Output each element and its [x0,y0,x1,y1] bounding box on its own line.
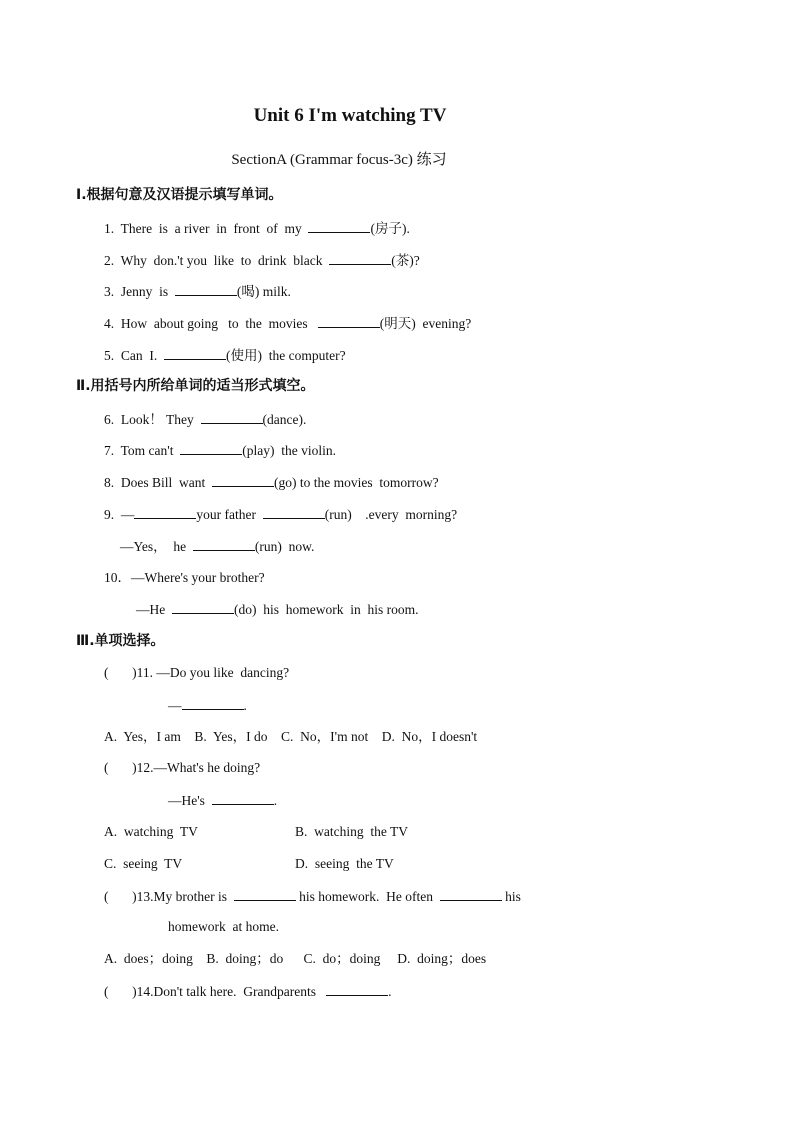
question-4-text: 4. How about going to the movies [104,316,318,331]
answer-blank[interactable] [180,441,242,455]
answer-blank[interactable] [234,887,296,901]
question-10-line-1: 10．—Where's your brother? [104,570,265,585]
question-6 [104,410,306,429]
question-8-hint: (go) to the movies tomorrow? [274,475,439,490]
question-14 [104,982,392,1001]
question-9-line-1 [104,505,457,524]
question-4-hint: (明天) evening? [379,316,472,331]
answer-blank[interactable] [134,505,196,519]
question-9-reply-hint: (run) now. [254,539,315,554]
question-12-reply: —He's [168,793,212,808]
question-11-options: A. Yes，I am B. Yes，I do C. No，I'm not D. No，I doesn't [104,729,478,744]
answer-blank[interactable] [182,696,244,710]
question-6-text: 6. Look！ They [104,412,201,427]
question-7-hint: (play) the violin. [242,443,336,458]
question-9-text: 9. — [104,507,135,522]
question-12-period: . [273,793,278,808]
question-13-text-end: his [501,889,521,904]
question-11-period: . [243,698,247,713]
question-5-text: 5. Can I. [104,348,164,363]
question-5-hint: (使用) the computer? [226,348,346,363]
answer-blank[interactable] [308,219,370,233]
page-title: Unit 6 I'm watching TV [253,105,447,126]
question-1 [104,219,410,238]
answer-blank[interactable] [172,600,234,614]
answer-blank[interactable] [326,982,388,996]
question-3-hint: (喝) milk. [236,284,291,299]
question-13-text: ( )13.My brother is [104,889,234,904]
question-12-option-c: C. seeing TV [104,856,183,871]
question-8-text: 8. Does Bill want [104,475,212,490]
answer-blank[interactable] [212,791,274,805]
question-2 [104,251,420,270]
question-8 [104,473,439,492]
question-13-line-2: homework at home. [168,919,279,934]
question-3-text: 3. Jenny is [104,284,175,299]
section-3-heading: Ⅲ.单项选择。 [76,633,165,649]
question-7-text: 7. Tom can't [104,443,181,458]
question-10-reply: —He [136,602,172,617]
question-7 [104,441,336,460]
question-12-stem: ( )12.—What's he doing? [104,760,261,775]
question-12-option-d: D. seeing the TV [295,856,394,871]
question-2-hint: (茶)? [391,253,420,268]
answer-blank[interactable] [212,473,274,487]
question-12-option-a: A. watching TV [104,824,198,839]
question-14-text: ( )14.Don't talk here. Grandparents [104,984,327,999]
question-11-dash: — [168,698,182,713]
answer-blank[interactable] [329,251,391,265]
page-subtitle: SectionA (Grammar focus-3c) 练习 [231,152,447,168]
question-9-reply: —Yes， he [120,539,193,554]
question-13-line-1 [104,887,521,906]
section-1-heading: Ⅰ.根据句意及汉语提示填写单词。 [76,187,283,203]
question-10-hint: (do) his homework in his room. [234,602,419,617]
question-10-line-2 [136,600,419,619]
answer-blank[interactable] [193,537,255,551]
question-2-text: 2. Why don.'t you like to drink black [104,253,330,268]
answer-blank[interactable] [318,314,380,328]
question-4 [104,314,471,333]
question-6-hint: (dance). [262,412,307,427]
question-13-text-mid: his homework. He often [295,889,440,904]
answer-blank[interactable] [175,282,237,296]
answer-blank[interactable] [201,410,263,424]
question-14-period: . [388,984,392,999]
question-9-line-2 [120,537,314,556]
question-3 [104,282,291,301]
question-11-stem: ( )11. —Do you like dancing? [104,665,290,680]
question-9-hint: (run) .every morning? [324,507,458,522]
question-12-answer [168,791,277,810]
section-2-heading: Ⅱ.用括号内所给单词的适当形式填空。 [76,378,315,394]
question-5 [104,346,346,365]
question-11-answer [168,696,247,715]
question-1-text: 1. There is a river in front of my [104,221,309,236]
answer-blank[interactable] [164,346,226,360]
question-9-text-mid: your father [196,507,263,522]
answer-blank[interactable] [263,505,325,519]
question-12-option-b: B. watching the TV [295,824,408,839]
question-1-hint: (房子). [370,221,410,236]
answer-blank[interactable] [440,887,502,901]
question-13-options: A. does；doing B. doing；do C. do；doing D. doing；does [104,951,487,966]
